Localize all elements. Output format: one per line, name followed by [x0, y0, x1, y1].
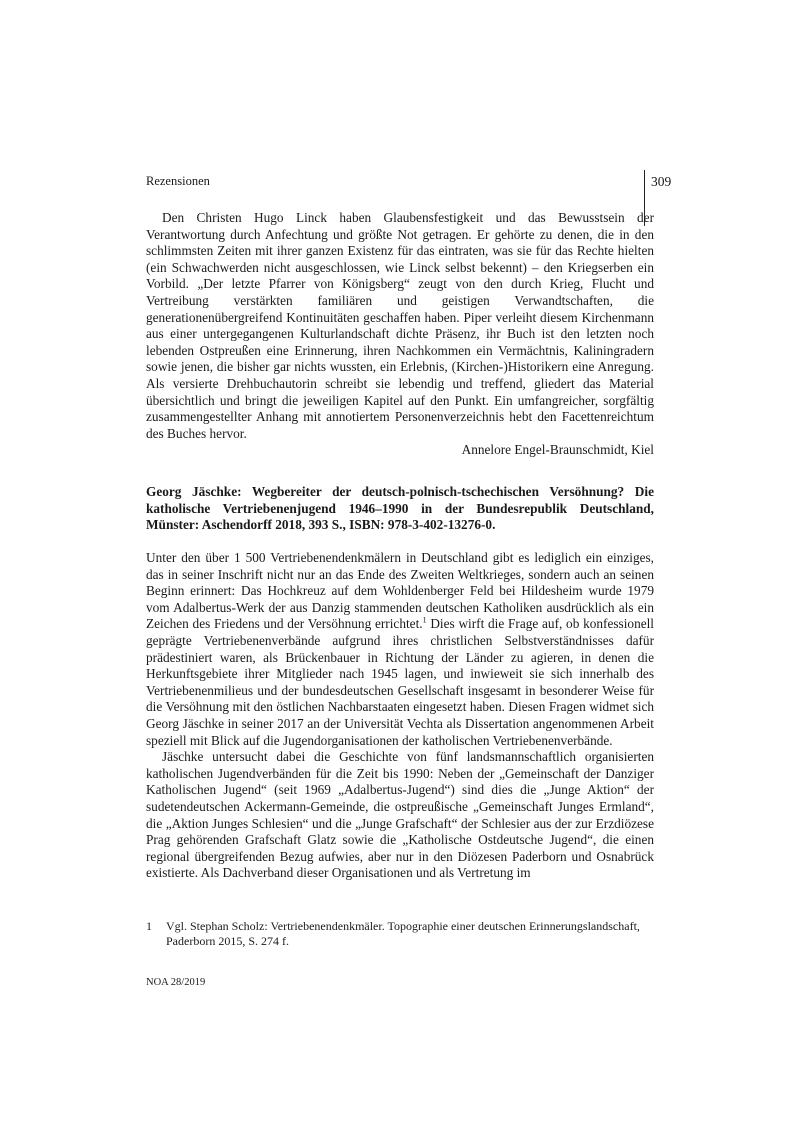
page-header	[146, 174, 672, 192]
review-paragraph-1	[146, 550, 654, 749]
footnote	[146, 919, 654, 949]
review-body	[146, 550, 654, 882]
journal-reference: NOA 28/2019	[146, 977, 206, 988]
footnote-text: Vgl. Stephan Scholz: Vertriebenendenkmäler. Topographie einer deutschen Erinnerungslandschaft, Paderborn 2015, S. 274 f.	[166, 919, 640, 948]
footnote-marker[interactable]: 1	[422, 615, 427, 625]
review-title: Georg Jäschke: Wegbereiter der deutsch-polnisch-tschechischen Versöhnung? Die katholische Vertriebenenjugend 1946–1990 in der Bundesrepublik Deutschland, Münster: Aschendorff 2018, 393 S., ISBN: 978-3-402-13276-0.	[146, 484, 654, 533]
previous-review-paragraph: Den Christen Hugo Linck haben Glaubensfestigkeit und das Bewusstsein der Verantwortung durch Anfechtung und größte Not getragen. Er gehörte zu denen, die in den schlimmsten Zeiten mit ihrer ganzen Existenz für das eintraten, was sie für das Rechte hielten (ein Schwachwerden nicht ausgeschlossen, wie Linck selbst bekennt) – den Kriegserben ein Vorbild. „Der letzte Pfarrer von Königsberg“ zeugt von den durch Krieg, Flucht und Vertreibung verstärkten familiären und geistigen Verwandtschaften, die generationenübergreifend Kontinuitäten geschaffen haben. Piper verleiht diesem Kirchenmann aus einer untergegangenen Kulturlandschaft dichte Präsenz, ihr Buch ist den letzten noch lebenden Ostpreußen eine Erinnerung, ihren Nachkommen ein Vermächtnis, Kaliningradern sowie jenen, die bisher gar nichts wussten, ein Erlebnis, (Kirchen-)Historikern eine Anregung. Als versierte Drehbuchautorin schreibt sie lebendig und treffend, gliedert das Material übersichtlich und bringt die jeweiligen Kapitel auf den Punkt. Ein umfangreicher, sorgfältig zusammengestellter Anhang mit annotiertem Personenverzeichnis hebt den Facettenreichtum des Buches hervor.	[146, 210, 654, 441]
previous-review-ending	[146, 210, 654, 459]
running-head: Rezensionen	[146, 174, 210, 188]
paragraph-1-text-a: Unter den über 1 500 Vertriebenendenkmälern in Deutschland gibt es lediglich ein einziges, das in seiner Inschrift nicht nur an das Ende des Zweiten Weltkrieges, sondern auch an seinen Beginn erinnert: Das Hochkreuz auf dem Wohldenberger Feld bei Hildesheim wurde 1979 vom Adalbertus-Werk der aus Danzig stammenden deutschen Katholiken ausdrücklich als ein Zeichen des Friedens und der Versöhnung errichtet.	[146, 550, 654, 632]
reviewer-signature: Annelore Engel-Braunschmidt, Kiel	[461, 442, 654, 458]
page-number: 309	[651, 174, 672, 189]
footnote-number: 1	[146, 919, 152, 933]
review-paragraph-2: Jäschke untersucht dabei die Geschichte von fünf landsmannschaftlich organisierten katholischen Jugendverbänden für die Zeit bis 1990: Neben der „Gemeinschaft der Danziger Katholischen Jugend“ (seit 1969 „Adalbertus-Jugend“) sind dies die „Junge Aktion“ der sudetendeutschen Ackermann-Gemeinde, die ostpreußische „Gemeinschaft Junges Ermland“, die „Aktion Junges Schlesien“ und die „Junge Grafschaft“ der Schlesier aus der zur Erzdiözese Prag gehörenden Grafschaft Glatz sowie die „Katholische Ostdeutsche Jugend“, die einen regional übergreifenden Bezug aufwies, aber nur in den Diözesen Paderborn und Osnabrück existierte. Als Dachverband dieser Organisationen und als Vertretung im	[146, 749, 654, 881]
paragraph-1-text-b: Dies wirft die Frage auf, ob konfessionell geprägte Vertriebenenverbände aufgrund ihres christlichen Selbstverständnisses dafür prädestiniert waren, als Brückenbauer in Richtung der Länder zu agieren, in denen die Herkunftsgebiete ihrer Mitglieder nach 1945 lagen, und inwieweit sie sich innerhalb des Vertriebenenmilieus und der bundesdeutschen Gesellschaft insgesamt in besonderer Weise für die Versöhnung mit den östlichen Nachbarstaaten eingesetzt haben. Diesen Fragen widmet sich Georg Jäschke in seiner 2017 an der Universität Vechta als Dissertation angenommenen Arbeit speziell mit Blick auf die Jugendorganisationen der katholischen Vertriebenenverbände.	[146, 616, 655, 748]
